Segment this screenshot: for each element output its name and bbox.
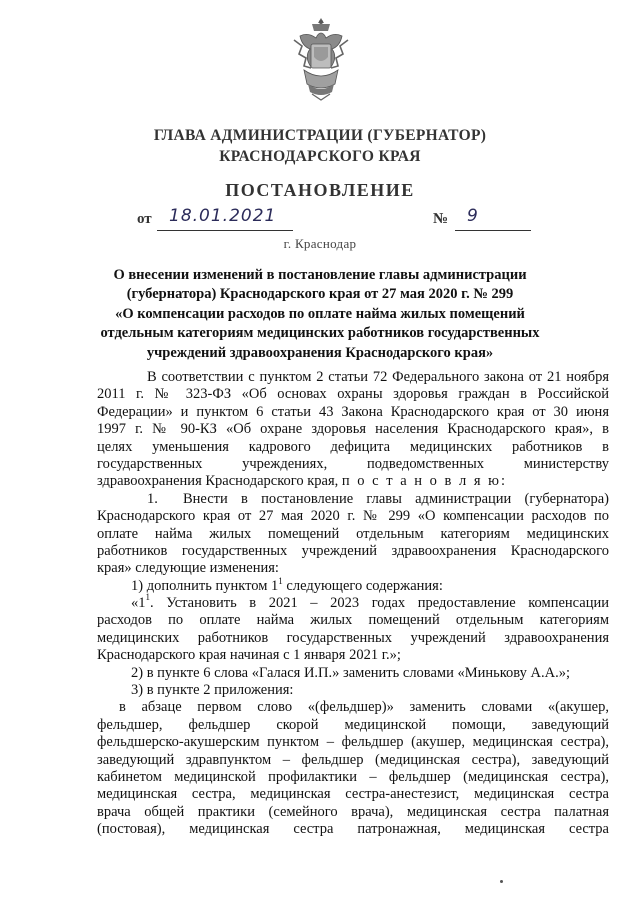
text-fragment: «1: [131, 595, 146, 612]
text-line: края» следующие изменения:: [97, 560, 279, 577]
document-title: [95, 266, 545, 363]
text-line: Внести в постановление главы администрации (губернатора): [183, 490, 609, 507]
title-line: (губернатора) Краснодарского края от 27 мая 2020 г. № 299: [126, 286, 514, 303]
document-body: [97, 369, 609, 839]
title-line: «О компенсации расходов по оплате найма жилых помещений: [115, 305, 525, 322]
text-fragment: следующего содержания:: [286, 577, 443, 594]
text-line: Федерации» и пунктом 6 статьи 43 Закона Краснодарского края от 30 июня: [97, 403, 609, 420]
issuer-name-line-1: ГЛАВА АДМИНИСТРАЦИИ (ГУБЕРНАТОР): [153, 127, 487, 144]
text-line: (постовая), медицинская сестра патронажная, медицинская сестра: [97, 821, 609, 838]
text-line: государственных учреждениях, подведомственных министерству: [97, 455, 609, 472]
text-line: Краснодарского края от 27 мая 2020 г. № 299 «О компенсации расходов по: [97, 508, 609, 525]
city-label: г. Краснодар: [283, 236, 357, 251]
document-type-heading: ПОСТАНОВЛЕНИЕ: [225, 180, 415, 200]
decree-word: п о с т а н о в л я ю:: [341, 473, 508, 490]
text-line: Краснодарского края начиная с 1 января 2021 г.»;: [97, 647, 401, 664]
title-line: отдельным категориям медицинских работников государственных: [100, 325, 540, 342]
title-line: учреждений здравоохранения Краснодарского края»: [146, 344, 494, 361]
scan-speck: [500, 880, 503, 883]
text-line: работников государственных учреждений здравоохранения Краснодарского: [97, 542, 609, 559]
subitem-2: 2) в пункте 6 слова «Галася И.П.» заменить словами «Минькову А.А.»;: [131, 664, 570, 681]
text-line: оплате найма жилых помещений отдельным категориям медицинских: [97, 525, 609, 542]
date-number-row: [137, 208, 537, 232]
text-line: фельдшер, фельдшер скорой медицинской помощи, заведующий: [97, 716, 609, 733]
issuer-name-line-2: КРАСНОДАРСКОГО КРАЯ: [219, 148, 421, 165]
text-line: 2011 г. № 323-ФЗ «Об основах охраны здоровья граждан в Российской: [97, 386, 609, 403]
number-underline: [455, 230, 531, 231]
item-1-number: 1.: [147, 490, 158, 507]
text-fragment: здравоохранения Краснодарского края,: [97, 473, 339, 490]
text-line: врача общей практики (семейного врача), медицинская сестра палатная: [97, 803, 609, 820]
text-line: фельдшерско-акушерским пунктом – фельдшер (акушер, медицинская сестра),: [97, 734, 609, 751]
text-line: В соответствии с пунктом 2 статьи 72 Федерального закона от 21 ноября: [147, 369, 609, 385]
number-handwritten-value: 9: [467, 206, 478, 226]
date-handwritten-value: 18.01.2021: [169, 206, 277, 226]
superscript: 1: [145, 592, 150, 603]
text-line: целях уменьшения кадрового дефицита медицинских работников в: [97, 438, 609, 455]
quote-first-line: [97, 592, 609, 612]
text-fragment: 1) дополнить пунктом 1: [131, 577, 279, 594]
text-line: медицинская сестра, медицинская сестра-анестезист, медицинская сестра: [97, 786, 609, 803]
text-line: заведующий здравпунктом – фельдшер (медицинская сестра), заведующий: [97, 751, 609, 768]
title-line: О внесении изменений в постановление главы администрации: [113, 267, 527, 283]
text-line: [97, 473, 609, 490]
number-label: №: [433, 211, 449, 227]
superscript: 1: [278, 575, 283, 586]
krasnodar-coat-of-arms-icon: [290, 14, 352, 102]
text-line: кабинетом медицинской профилактики – фельдшер (медицинская сестра),: [97, 768, 609, 785]
subitem-1: [97, 575, 609, 595]
date-underline: [157, 230, 293, 231]
text-line: расходов по оплате найма жилых помещений отдельным категориям: [97, 612, 609, 629]
item-1-line: [97, 491, 609, 508]
subitem-3: 3) в пункте 2 приложения:: [131, 682, 294, 699]
text-line: медицинских работников государственных учреждений здравоохранения: [97, 629, 609, 646]
date-label: от: [137, 211, 152, 227]
text-line: . Установить в 2021 – 2023 годах предоставление компенсации: [150, 595, 609, 612]
text-line: в абзаце первом слово «(фельдшер)» заменить словами «(акушер,: [119, 699, 609, 716]
text-line: 1997 г. № 90-КЗ «Об охране здоровья населения Краснодарского края», в: [97, 421, 609, 438]
